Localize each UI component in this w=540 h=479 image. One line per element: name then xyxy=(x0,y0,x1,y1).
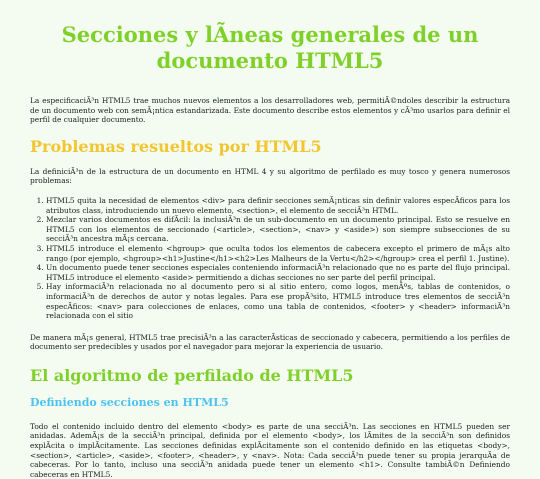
defining-sections-heading: Definiendo secciones en HTML5 xyxy=(30,395,229,409)
list-item: 2. Mezclar varios documentos es difÃcil: la inclusiÃ³n de un sub-documento en un documento principal. Esto se resuelve en HTML5 con los elementos de seccionado (<article>, <section>, <nav> y <aside>) son siempre subsecciones de su secciÃ³n ancestra mÃ¡s cercana. xyxy=(46,215,510,244)
list-item: 3. HTML5 introduce el elemento <hgroup> que oculta todos los elementos de cabecera excepto el primero de mÃ¡s alto rango (por ejemplo, <hgroup><h1>Justine</h1><h2>Les Malheurs de la Vertu</h2></hgroup> crea el perfil 1. Justine). xyxy=(46,244,510,263)
algorithm-heading: El algoritmo de perfilado de HTML5 xyxy=(30,365,354,385)
problems-heading: Problemas resueltos por HTML5 xyxy=(30,136,322,156)
problems-list xyxy=(30,196,510,321)
problems-lead: La definiciÃ³n de la estructura de un documento en HTML 4 y su algoritmo de perfilado es muy tosco y genera numerosos problemas: xyxy=(30,166,510,186)
list-item: 1. HTML5 quita la necesidad de elementos <div> para definir secciones semÃ¡nticas sin definir valores especÃficos para los atributos class, introduciendo un nuevo elemento, <section>, el elemento de secciÃ³n HTML. xyxy=(46,196,510,215)
list-item: 5. Hay informaciÃ³n relacionada no al documento pero si al sitio entero, como logos, menÃºs, tablas de contenidos, o informaciÃ³n de derechos de autor y notas legales. Para ese propÃ³sito, HTML5 introduce tres elementos de secciÃ³n especÃficos: <nav> para colecciones de enlaces, como una tabla de contenidos, <footer> y <header> informaciÃ³n relacionada con el sitio xyxy=(46,282,510,320)
problems-closing: De manera mÃ¡s general, HTML5 trae precisiÃ³n a las caracterÃsticas de seccionado y cabecera, permitiendo a los perfiles de documento ser predecibles y usados por el navegador para mejorar la experiencia de usuario. xyxy=(30,332,510,352)
intro-paragraph: La especificaciÃ³n HTML5 trae muchos nuevos elementos a los desarrolladores web, permitiÃ©ndoles describir la estructura de un documento web con semÃ¡ntica estandarizada. Este documento describe estos elementos y cÃ³mo usarlos para definir el perfil de cualquier documento. xyxy=(30,96,510,125)
algorithm-body: Todo el contenido incluido dentro del elemento <body> es parte de una secciÃ³n. Las secciones en HTML5 pueden ser anidadas. AdemÃ¡s de la secciÃ³n principal, definida por el elemento <body>, los lÃmites de la secciÃ³n son definidos explÃcita o implÃcitamente. Las secciones definidas explÃcitamente son el contenido definido en las etiquetas <body>, <section>, <article>, <aside>, <footer>, <header>, y <nav>. Nota: Cada secciÃ³n puede tener su propia jerarquÃa de cabeceras. Por lo tanto, incluso una secciÃ³n anidada puede tener un elemento <h1>. Consulte tambiÃ©n Definiendo cabeceras en HTML5. xyxy=(30,421,510,479)
list-item: 4. Un documento puede tener secciones especiales conteniendo informaciÃ³n relacionado que no es parte del flujo principal. HTML5 introduce el elemento <aside> permitiendo a dichas secciones no ser parte del perfil principal. xyxy=(46,263,510,282)
page-title: Secciones y lÃneas generales de un documento HTML5 xyxy=(61,22,479,73)
